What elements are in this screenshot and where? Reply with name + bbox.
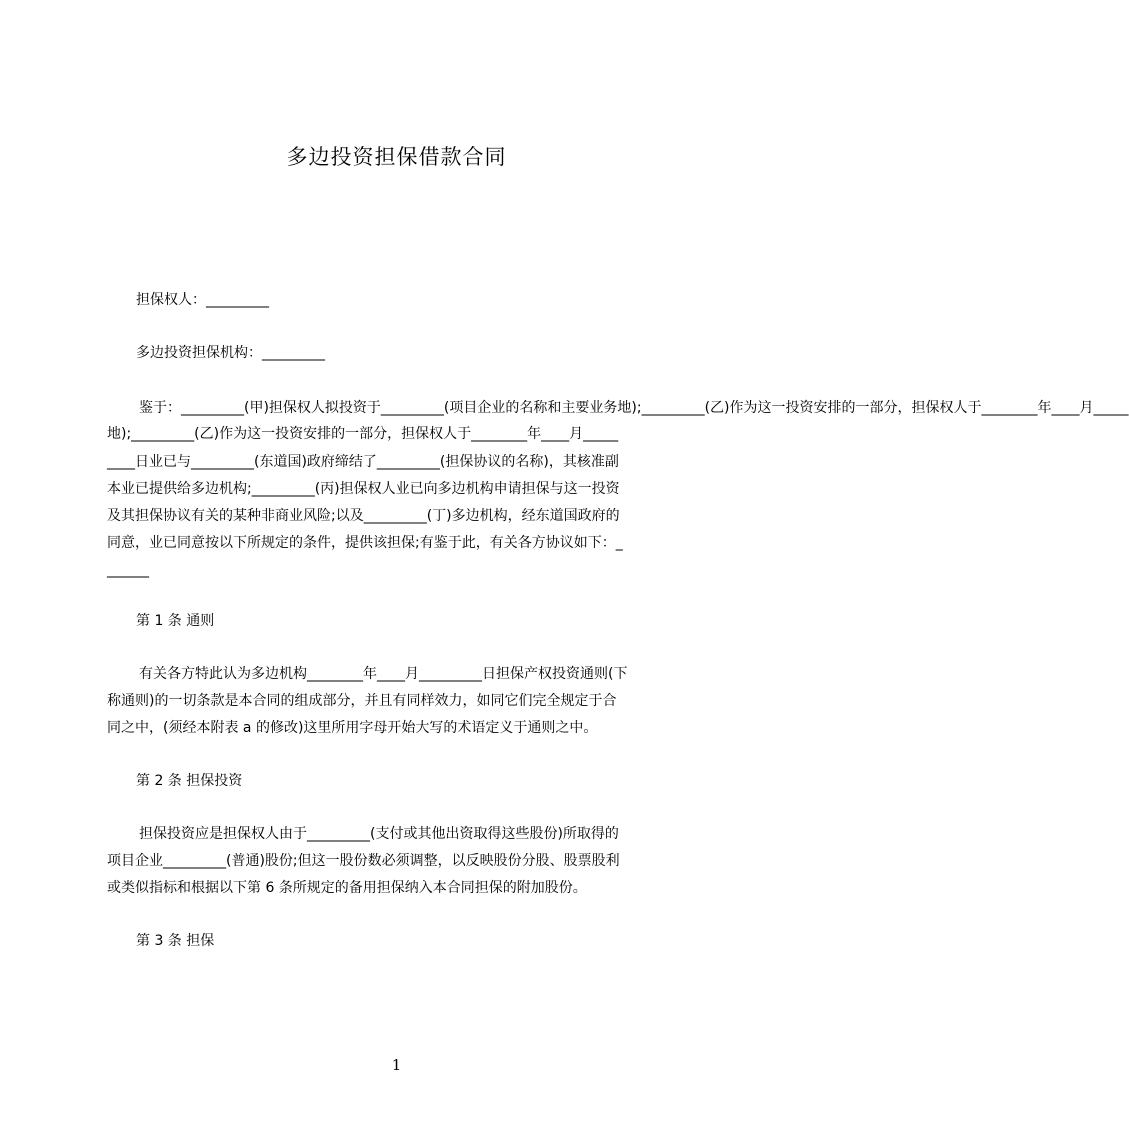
article-3-heading: 第 3 条 担保 [136,933,215,949]
preamble-line-3: ____日业已与_________(东道国)政府缔结了_________(担保协议的名称)，其核准副 [107,454,619,470]
preamble-line-6: 同意，业已同意按以下所规定的条件，提供该担保;有鉴于此，有关各方协议如下：_ [107,535,623,551]
preamble-line-2: 地);_________(乙)作为这一投资安排的一部分，担保权人于________年____月_____ [107,426,619,442]
preamble-line-4: 本业已提供给多边机构;_________(丙)担保权人业已向多边机构申请担保与这一投资 [107,481,620,497]
preamble-line-7: ______ [107,562,149,578]
article-1-line-2: 称通则)的一切条款是本合同的组成部分，并且有同样效力，如同它们完全规定于合 [107,693,617,709]
preamble-line-5: 及其担保协议有关的某种非商业风险;以及_________(丁)多边机构，经东道国政府的 [107,508,620,524]
article-1-line-1: 有关各方特此认为多边机构________年____月_________日担保产权投资通则(下 [139,666,628,682]
article-2-line-1: 担保投资应是担保权人由于_________(支付或其他出资取得这些股份)所取得的 [139,826,619,842]
article-2-heading: 第 2 条 担保投资 [136,773,243,789]
preamble-line-1: 鉴于：_________(甲)担保权人拟投资于_________(项目企业的名称和主要业务地);_________(乙)作为这一投资安排的一部分，担保权人于________年____月_____ [139,400,1129,416]
article-1-line-3: 同之中，(须经本附表 a 的修改)这里所用字母开始大写的术语定义于通则之中。 [107,720,598,736]
article-2-line-2: 项目企业_________(普通)股份;但这一股份数必须调整，以反映股份分股、股票股利 [107,853,620,869]
agency-line: 多边投资担保机构：_________ [136,345,325,361]
guarantor-holder-line: 担保权人：_________ [136,292,269,308]
page-number: 1 [391,1056,402,1074]
article-1-heading: 第 1 条 通则 [136,613,215,629]
document-title: 多边投资担保借款合同 [286,145,507,169]
article-2-line-3: 或类似指标和根据以下第 6 条所规定的备用担保纳入本合同担保的附加股份。 [107,880,587,896]
